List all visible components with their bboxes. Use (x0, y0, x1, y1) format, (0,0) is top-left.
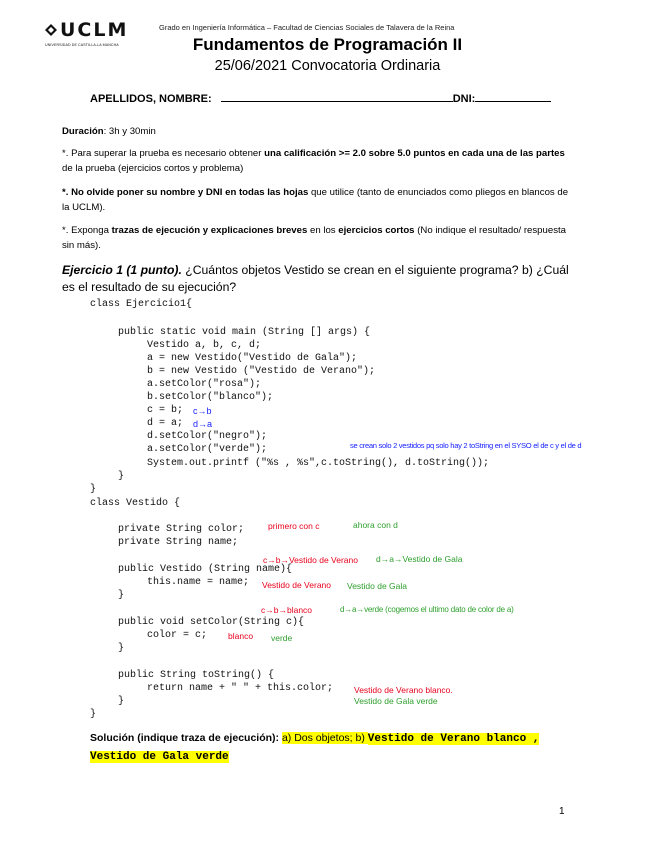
code-line: } (118, 590, 125, 601)
code-line: public Vestido (String name){ (118, 564, 293, 575)
instruction-1-tail: de la prueba (ejercicios cortos y problema) (62, 163, 244, 174)
annotation-name-gala: Vestido de Gala (347, 581, 408, 591)
exercise-title (62, 262, 582, 296)
annotation-d-a: d→a (193, 419, 213, 429)
code-line: public static void main (String [] args) { (118, 327, 371, 338)
course-title: Fundamentos de Programación II (192, 35, 463, 54)
duration (62, 124, 572, 139)
annotation-verde: verde (271, 633, 293, 643)
instruction-3-mid: en los (307, 225, 339, 236)
annotation-printf-note: se crean solo 2 vestidos pq solo hay 2 toString en el SYSO el de c y el de d (350, 441, 582, 450)
code-line: this.name = name; (147, 577, 250, 588)
annotation-primero-c: primero con c (268, 521, 320, 531)
instruction-3 (62, 223, 572, 253)
code-line: color = c; (147, 630, 208, 641)
name-label: APELLIDOS, NOMBRE: (90, 93, 212, 105)
annotation-name-verano: Vestido de Verano (262, 580, 332, 590)
exercise-lead: Ejercicio 1 (1 punto). (62, 263, 182, 277)
code-line: System.out.printf ("%s , %s",c.toString(), d.toString()); (147, 458, 490, 469)
instruction-3-bold: trazas de ejecución y explicaciones breves (111, 225, 308, 236)
code-line: } (90, 484, 97, 495)
code-line: } (90, 709, 97, 720)
code-line: class Vestido { (90, 498, 181, 509)
code-line: } (118, 643, 125, 654)
code-line: a.setColor("verde"); (147, 444, 268, 455)
code-line: public String toString() { (118, 670, 275, 681)
code-line: public void setColor(String c){ (118, 617, 305, 628)
annotation-color-d: d→a→verde (cogemos el ultimo dato de color de a) (340, 605, 514, 614)
exercise-question: ¿Cuántos objetos Vestido se crean en el siguiente programa? b) ¿Cuál es el resultado de su ejecución? (62, 263, 569, 294)
code-line: d = a; (147, 418, 184, 429)
instruction-1 (62, 146, 572, 176)
code-line: c = b; (147, 405, 184, 416)
annotation-result-verano: Vestido de Verano blanco. (354, 685, 453, 695)
code-line: private String name; (118, 537, 239, 548)
dni-blank[interactable] (475, 91, 551, 102)
instruction-3-bold-2: ejercicios cortos (338, 225, 415, 236)
code-line: a = new Vestido("Vestido de Gala"); (147, 353, 358, 364)
annotation-result-gala: Vestido de Gala verde (354, 696, 438, 706)
code-line: } (118, 471, 125, 482)
logo-text: UCLM (60, 19, 129, 41)
solution-label: Solución (indique traza de ejecución): (90, 732, 282, 744)
degree-info: Grado en Ingeniería Informática – Facultad de Ciencias Sociales de Talavera de la Reina (159, 23, 455, 32)
instruction-3-text: *. Exponga (62, 225, 112, 236)
code-line: return name + " " + this.color; (147, 683, 334, 694)
instruction-3-tail: (No indique el resultado/ respuesta sin más). (62, 225, 566, 251)
solution-answer-b: Vestido de Verano blanco , Vestido de Gala verde (90, 733, 540, 763)
code-line: private String color; (118, 524, 245, 535)
code-line: b.setColor("blanco"); (147, 392, 274, 403)
instruction-2-text: que utilice (tanto de enunciados como pliegos en blancos de la UCLM). (62, 187, 569, 213)
exam-date: 25/06/2021 Convocatoria Ordinaria (214, 58, 441, 74)
instruction-2-bold: *. No olvide poner su nombre y DNI en todas las hojas (62, 187, 309, 198)
name-line (90, 91, 551, 105)
duration-label: Duración (62, 126, 104, 137)
code-line: d.setColor("negro"); (147, 431, 268, 442)
solution (90, 730, 560, 766)
annotation-ahora-d: ahora con d (353, 520, 398, 530)
dni-label: DNI: (452, 93, 476, 105)
instruction-2 (62, 185, 572, 215)
annotation-c-b: c→b (193, 406, 212, 416)
instruction-1-bold: una calificación >= 2.0 sobre 5.0 puntos en cada una de las partes (264, 148, 565, 159)
annotation-blanco: blanco (228, 631, 254, 641)
annotation-trace-d: d→a→Vestido de Gala (376, 554, 463, 564)
solution-answer-a: a) Dos objetos; b) (281, 732, 368, 744)
code-line: } (118, 696, 125, 707)
page-number: 1 (559, 806, 565, 817)
code-line: class Ejercicio1{ (90, 299, 193, 310)
name-blank[interactable] (221, 91, 453, 102)
code-line: a.setColor("rosa"); (147, 379, 262, 390)
instruction-1-text: *. Para superar la prueba es necesario obtener (62, 148, 265, 159)
annotation-color-c: c→b→blanco (261, 605, 313, 615)
annotation-trace-c: c→b→Vestido de Verano (263, 555, 358, 565)
duration-value: : 3h y 30min (103, 126, 156, 137)
logo-subtext: UNIVERSIDAD DE CASTILLA-LA MANCHA (45, 43, 119, 47)
code-line: b = new Vestido ("Vestido de Verano"); (147, 366, 376, 377)
code-line: Vestido a, b, c, d; (147, 340, 262, 351)
